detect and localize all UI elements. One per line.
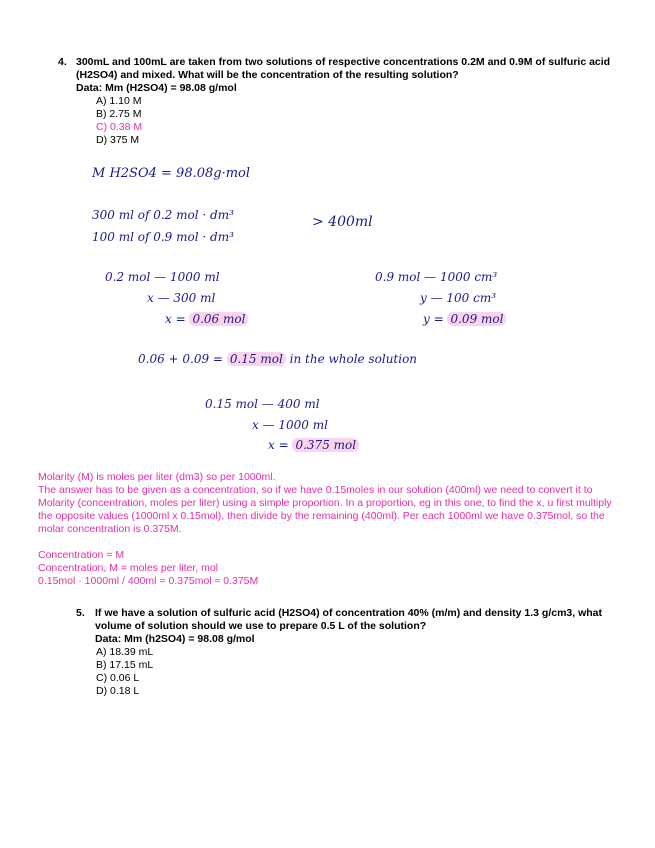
explanation-p5: 0.15mol · 1000ml / 400ml = 0.375mol ≈ 0.375M	[38, 575, 259, 587]
option-d: D) 375 M	[96, 134, 140, 146]
hw-right-line-2: y — 100 cm³	[420, 291, 497, 305]
option-a: A) 1.10 M	[96, 95, 142, 107]
hw-solution-1: 300 ml of 0.2 mol · dm³	[92, 208, 234, 222]
question-5	[58, 607, 638, 698]
option-c-correct: C) 0.38 M	[96, 121, 143, 133]
hw-sum-line	[138, 352, 417, 366]
question-number: 5.	[76, 607, 85, 619]
hw-final-prefix: x =	[268, 438, 289, 452]
hw-final-line-1: 0.15 mol — 400 ml	[205, 397, 320, 411]
question-number: 4.	[58, 56, 67, 68]
hw-right-prefix: y =	[423, 312, 444, 326]
hw-sum-result: 0.15 mol	[227, 352, 286, 366]
hw-molar-mass: M H2SO4 = 98.08g·mol	[92, 166, 251, 181]
question-stem: If we have a solution of sulfuric acid (H2SO4) of concentration 40% (m/m) and density 1.3 g/cm3, what volume of solution should we use to prepare 0.5 L of the solution?	[95, 607, 603, 632]
hw-solution-2: 100 ml of 0.9 mol · dm³	[92, 230, 234, 244]
hw-right-result: 0.09 mol	[447, 312, 506, 326]
explanation-p1: Molarity (M) is moles per liter (dm3) so per 1000ml.	[38, 471, 276, 483]
answer-options	[96, 646, 638, 698]
hw-left-line-1: 0.2 mol — 1000 ml	[105, 270, 220, 284]
hw-sum-suffix: in the whole solution	[289, 352, 418, 366]
hw-left-line-2: x — 300 ml	[147, 291, 216, 305]
question-data: Data: Mm (h2SO4) = 98.08 g/mol	[95, 633, 255, 645]
hw-left-prefix: x =	[165, 312, 186, 326]
option-a: A) 18.39 mL	[96, 646, 154, 658]
question-data: Data: Mm (H2SO4) = 98.08 g/mol	[76, 82, 237, 94]
hw-total-volume: > 400ml	[312, 214, 373, 230]
hw-right-line-3	[423, 312, 506, 326]
explanation	[38, 471, 623, 588]
hw-right-line-1: 0.9 mol — 1000 cm³	[375, 270, 498, 284]
question-4	[58, 56, 618, 147]
question-stem: 300mL and 100mL are taken from two solutions of respective concentrations 0.2M and 0.9M of sulfuric acid (H2SO4) and mixed. What will be the concentration of the resulting solution?	[76, 56, 611, 81]
hw-sum-prefix: 0.06 + 0.09 =	[138, 352, 223, 366]
hw-final-line-3	[268, 438, 359, 452]
explanation-p3: Concentration = M	[38, 549, 125, 561]
option-d: D) 0.18 L	[96, 685, 140, 697]
option-b: B) 17.15 mL	[96, 659, 154, 671]
hw-final-line-2: x — 1000 ml	[252, 418, 328, 432]
hw-final-result: 0.375 mol	[292, 438, 359, 452]
hw-left-result: 0.06 mol	[189, 312, 248, 326]
option-b: B) 2.75 M	[96, 108, 142, 120]
option-c: C) 0.06 L	[96, 672, 140, 684]
answer-options	[96, 95, 618, 147]
hw-left-line-3	[165, 312, 248, 326]
explanation-p2: The answer has to be given as a concentration, so if we have 0.15moles in our solution (400ml) we need to convert it to Molarity (concentration, moles per liter) using a simple proportion. In a proportion, eg in this one, to find the x, u first multiply the opposite values (1000ml x 0.15mol), then divide by the remaining (400ml). Per each 1000ml we have 0.375mol, so the molar concentration is 0.375M.	[38, 484, 612, 535]
explanation-p4: Concentration, M = moles per liter, mol	[38, 562, 219, 574]
